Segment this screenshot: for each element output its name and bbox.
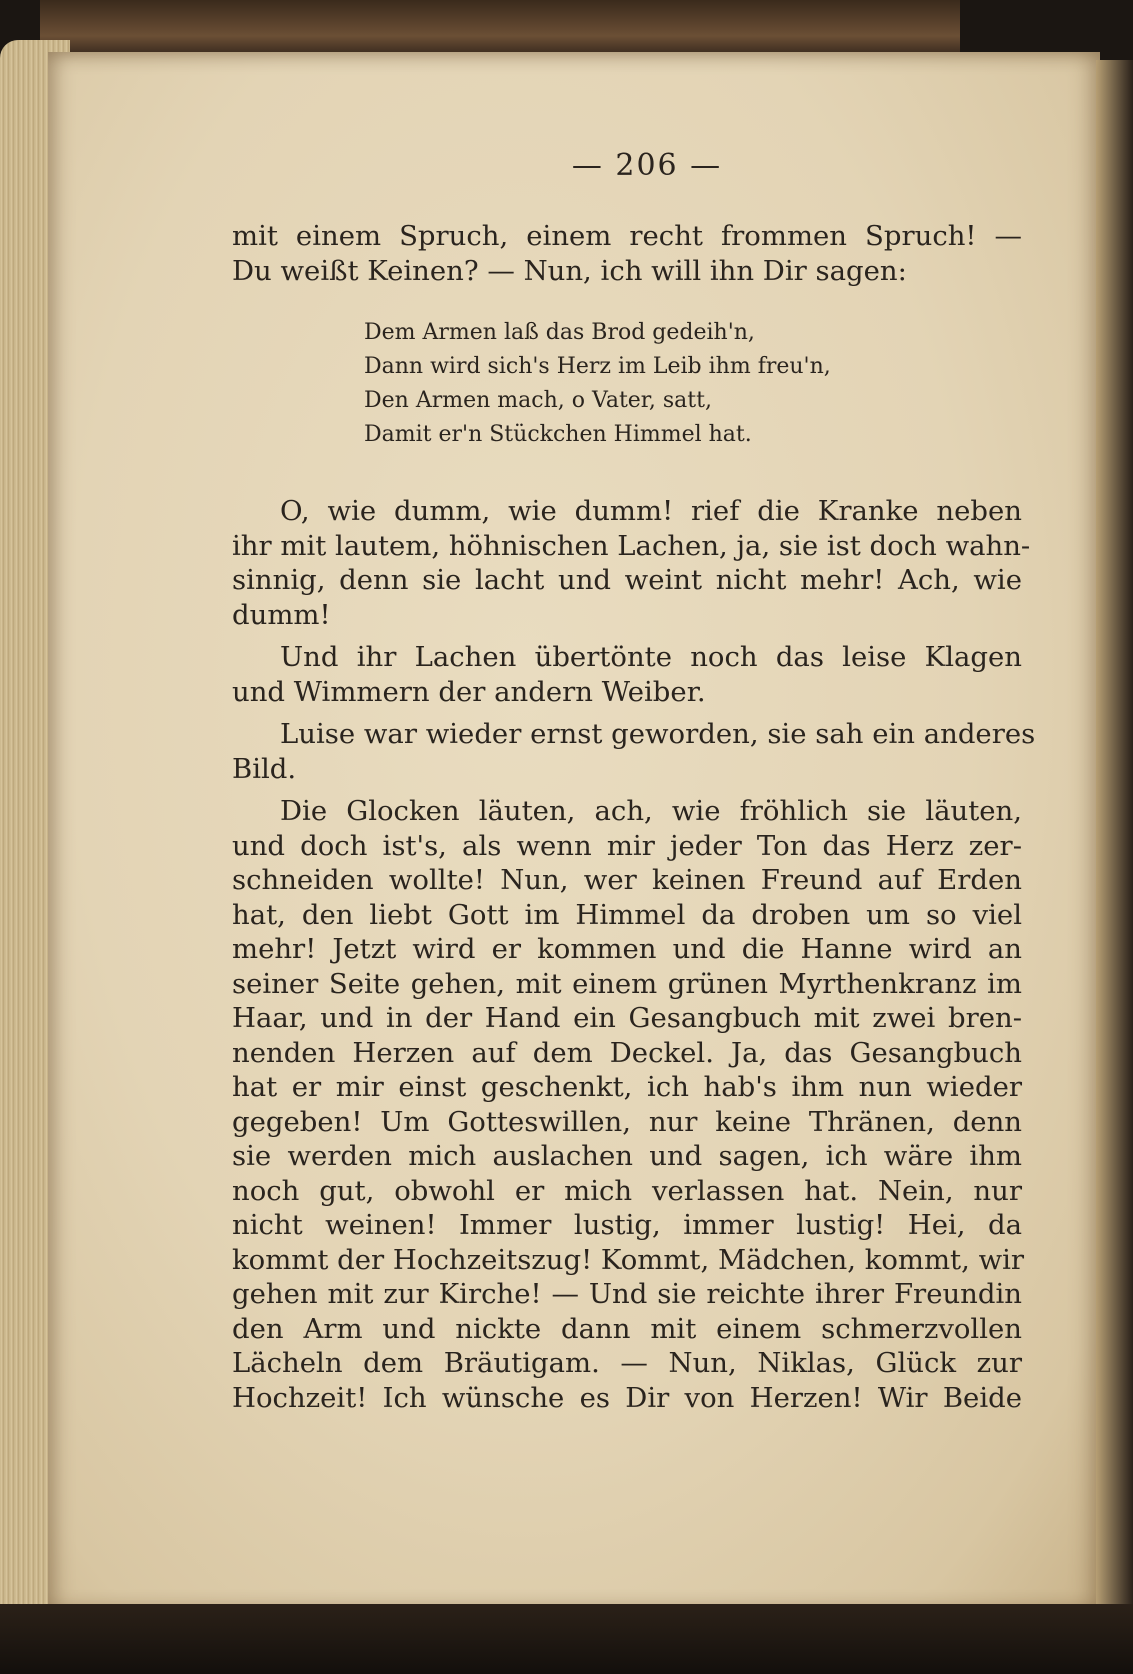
opening-block xyxy=(232,219,1022,288)
text-line: den Arm und nickte dann mit einem schmerzvollen xyxy=(232,1312,1022,1345)
text-line: sinnig, denn sie lacht und weint nicht mehr! Ach, wie xyxy=(232,564,1022,596)
verse-line: Dann wird sich's Herz im Leib ihm freu'n, xyxy=(364,354,831,379)
page-number: — 206 — xyxy=(571,148,723,183)
text-line: mit einem Spruch, einem recht frommen Spruch! — xyxy=(232,220,1022,252)
verse-line: Dem Armen laß das Brod gedeih'n, xyxy=(364,320,755,345)
verse-block xyxy=(364,316,1022,452)
page-right-edge xyxy=(1096,60,1133,1620)
verse-line: Den Armen mach, o Vater, satt, xyxy=(364,388,712,413)
text-line: dumm! xyxy=(232,598,331,631)
verse-line: Damit er'n Stückchen Himmel hat. xyxy=(364,422,752,447)
text-line: seiner Seite gehen, mit einem grünen Myrthenkranz im xyxy=(232,967,1022,1000)
text-line: Luise war wieder ernst geworden, sie sah ein anderes xyxy=(280,718,1036,750)
paragraph xyxy=(232,717,1036,786)
text-line: und Wimmern der andern Weiber. xyxy=(232,675,706,708)
paragraph xyxy=(232,794,1025,1415)
text-line: Hochzeit! Ich wünsche es Dir von Herzen! Wir Beide xyxy=(232,1381,1022,1414)
text-line: Du weißt Keinen? — Nun, ich will ihn Dir sagen: xyxy=(232,254,907,287)
text-line: und doch ist's, als wenn mir jeder Ton das Herz zer- xyxy=(232,829,1022,862)
text-line: hat, den liebt Gott im Himmel da droben um so viel xyxy=(232,898,1022,931)
text-line: hat er mir einst geschenkt, ich hab's ihm nun wieder xyxy=(232,1071,1022,1103)
text-line: Bild. xyxy=(232,752,297,785)
text-line: noch gut, obwohl er mich verlassen hat. Nein, nur xyxy=(232,1174,1022,1207)
book-bottom-edge xyxy=(0,1604,1133,1674)
text-line: ihr mit lautem, höhnischen Lachen, ja, sie ist doch wahn- xyxy=(232,529,1031,562)
text-line: Und ihr Lachen übertönte noch das leise Klagen xyxy=(280,641,1022,673)
paragraph xyxy=(232,494,1031,632)
text-line: schneiden wollte! Nun, wer keinen Freund auf Erden xyxy=(232,864,1022,896)
text-line: gehen mit zur Kirche! — Und sie reichte ihrer Freundin xyxy=(232,1278,1022,1310)
book-spine-top xyxy=(40,0,960,60)
text-line: Haar, und in der Hand ein Gesangbuch mit zwei bren- xyxy=(232,1002,1022,1034)
text-line: gegeben! Um Gotteswillen, nur keine Thränen, denn xyxy=(232,1105,1022,1138)
page-text xyxy=(232,148,1036,1423)
text-line: Lächeln dem Bräutigam. — Nun, Niklas, Glück zur xyxy=(232,1347,1022,1379)
text-line: nicht weinen! Immer lustig, immer lustig! Hei, da xyxy=(232,1209,1022,1241)
text-line: sie werden mich auslachen und sagen, ich wäre ihm xyxy=(232,1140,1022,1172)
text-line: O, wie dumm, wie dumm! rief die Kranke neben xyxy=(280,495,1022,527)
text-line: Die Glocken läuten, ach, wie fröhlich sie läuten, xyxy=(280,795,1022,827)
text-line: mehr! Jetzt wird er kommen und die Hanne wird an xyxy=(232,933,1022,965)
text-line: kommt der Hochzeitszug! Kommt, Mädchen, kommt, wir xyxy=(232,1243,1025,1276)
text-line: nenden Herzen auf dem Deckel. Ja, das Gesangbuch xyxy=(232,1036,1022,1069)
paragraph xyxy=(232,640,1022,709)
